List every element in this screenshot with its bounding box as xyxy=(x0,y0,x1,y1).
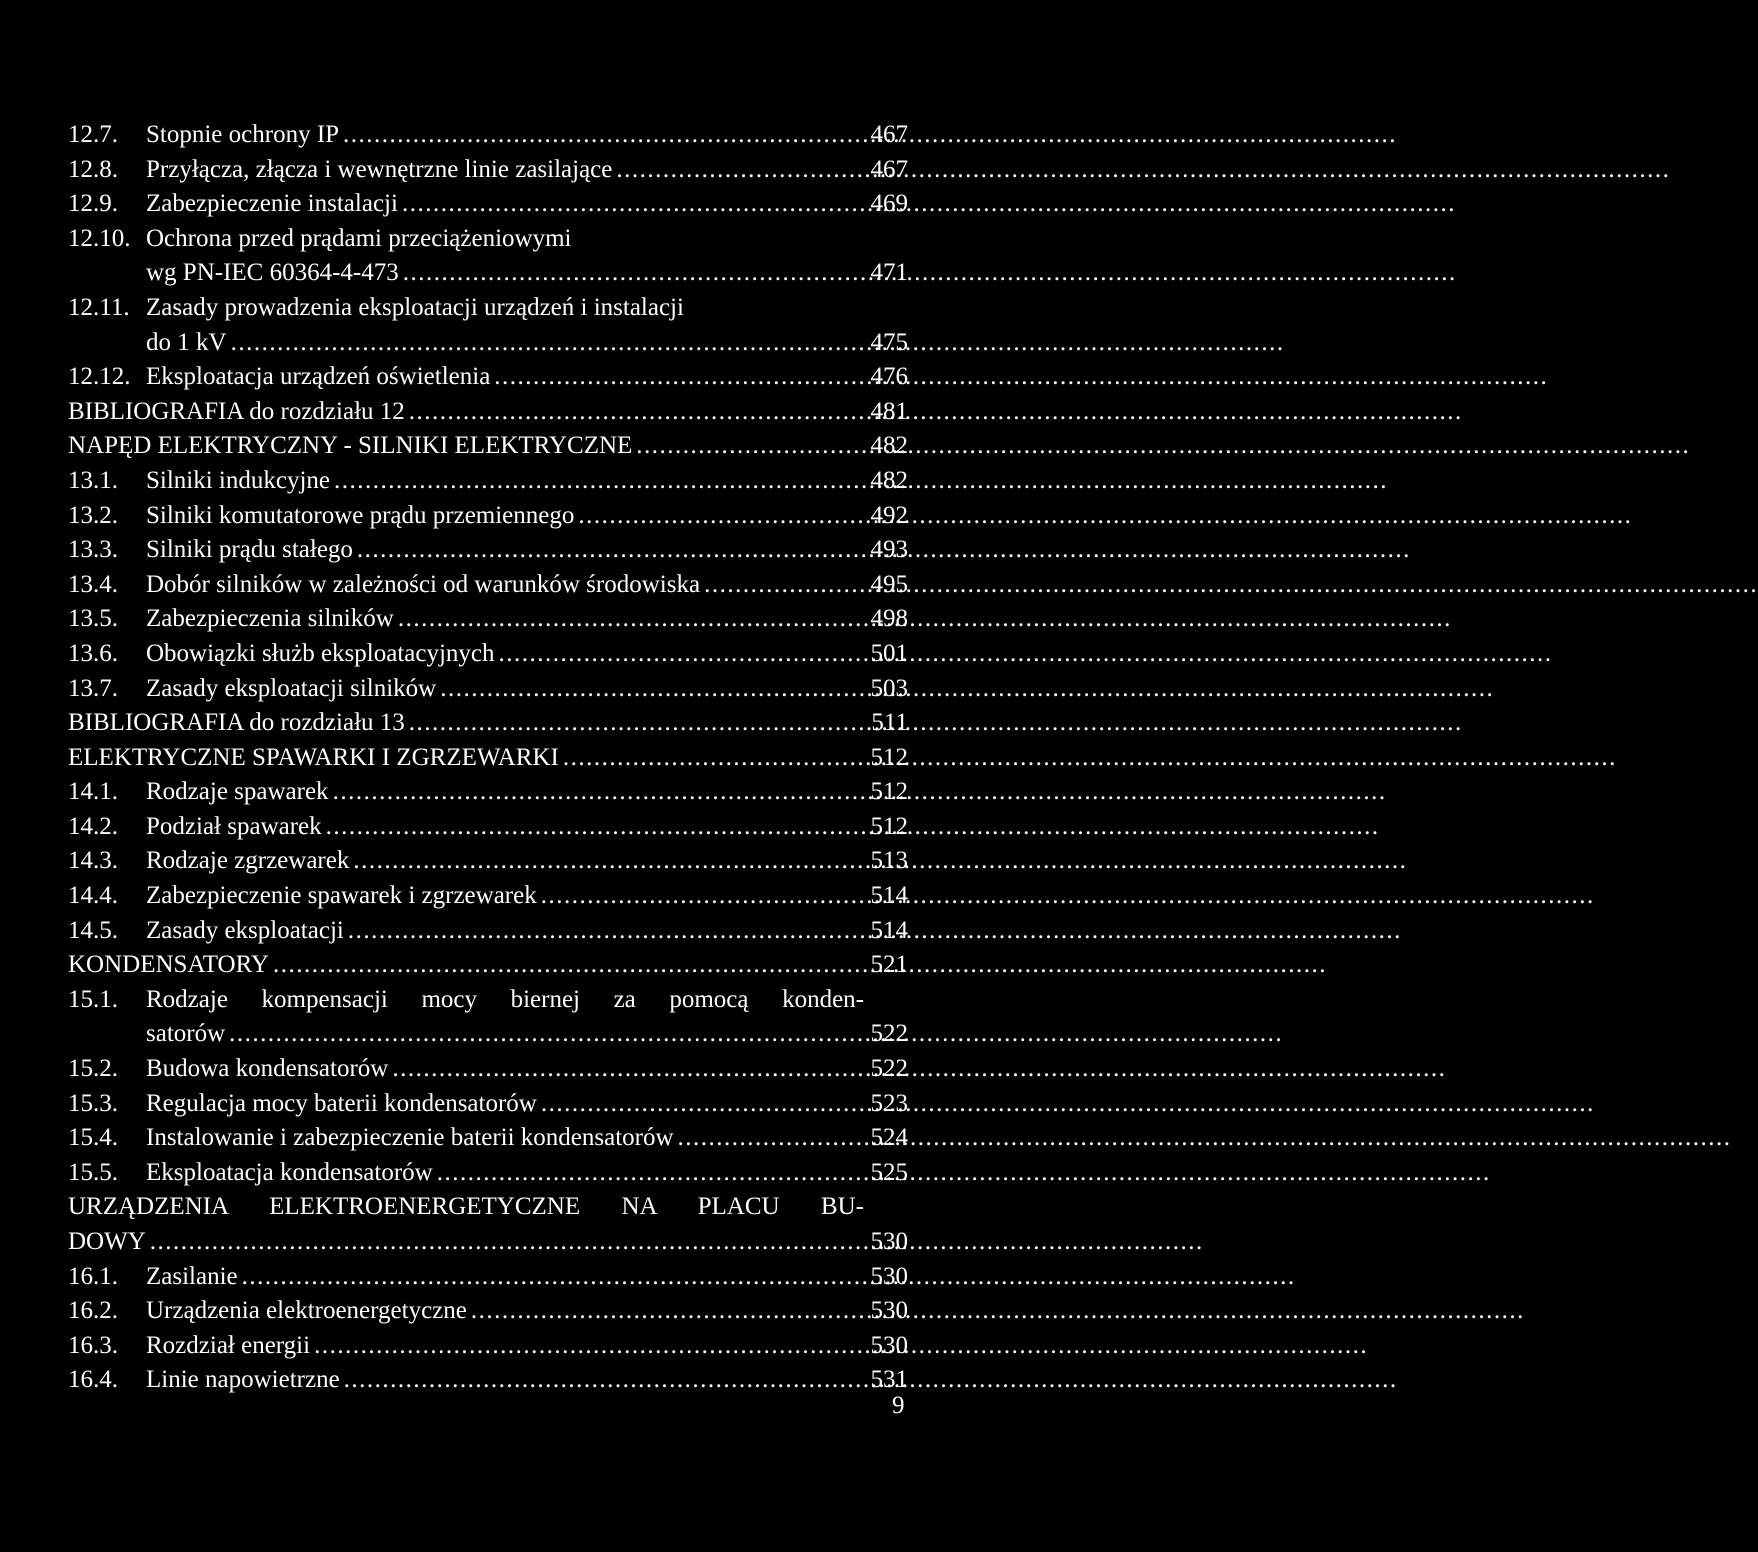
toc-entry-page: 524 xyxy=(870,1124,908,1152)
toc-chapter-entry xyxy=(68,948,908,983)
toc-entry xyxy=(68,533,908,568)
toc-entry-title: Zasady prowadzenia eksploatacji urządzeń i instalacji xyxy=(146,293,684,321)
toc-entry-number: 14.3. xyxy=(68,847,118,875)
dot-leader xyxy=(616,153,858,188)
toc-entry-page: 513 xyxy=(870,847,908,875)
toc-chapter-entry xyxy=(68,741,908,776)
toc-entry-number: 13.2. xyxy=(68,501,118,529)
toc-entry-title: Podział spawarek xyxy=(146,812,322,840)
toc-entry-title: satorów xyxy=(146,1020,226,1048)
toc-entry-title: Silniki prądu stałego xyxy=(146,536,353,564)
toc-entry-page: 514 xyxy=(870,916,908,944)
toc-entry-title: Zabezpieczenia silników xyxy=(146,605,394,633)
toc-entry-page: 469 xyxy=(870,190,908,218)
toc-entry-title: Rodzaje zgrzewarek xyxy=(146,847,350,875)
dot-leader xyxy=(344,1363,858,1398)
toc-entry-title: Eksploatacja urządzeń oświetlenia xyxy=(146,363,491,391)
toc-entry-title: Stopnie ochrony IP xyxy=(146,121,340,148)
toc-entry-title: Instalowanie i zabezpieczenie baterii kondensatorów xyxy=(146,1124,674,1152)
dot-leader xyxy=(541,879,858,914)
toc-entry-number: 13.4. xyxy=(68,570,118,598)
toc-chapter-entry xyxy=(68,706,908,741)
toc-entry-number: 15.1. xyxy=(68,985,118,1013)
toc-entry-page: 531 xyxy=(870,1366,908,1394)
toc-entry xyxy=(68,672,908,707)
toc-entry-title: Zasilanie xyxy=(146,1262,238,1290)
toc-entry xyxy=(68,983,908,1018)
toc-entry-title: Dobór silników w zależności od warunków środowiska xyxy=(146,570,701,598)
dot-leader xyxy=(333,775,858,810)
toc-entry xyxy=(68,602,908,637)
dot-leader xyxy=(678,1121,858,1156)
toc-entry-number: 13.5. xyxy=(68,605,118,633)
toc-entry-page: 495 xyxy=(870,570,908,598)
table-of-contents xyxy=(68,118,908,1398)
dot-leader xyxy=(471,1294,858,1329)
toc-entry-number: 14.4. xyxy=(68,882,118,910)
toc-chapter-continuation xyxy=(68,1225,908,1260)
toc-entry-number: 15.5. xyxy=(68,1158,118,1186)
toc-entry xyxy=(68,1087,908,1122)
dot-leader xyxy=(229,1017,858,1052)
toc-entry xyxy=(68,844,908,879)
toc-entry-number: 13.1. xyxy=(68,466,118,494)
toc-entry-title: Zabezpieczenie instalacji xyxy=(146,190,398,218)
dot-leader xyxy=(704,568,858,603)
toc-entry-page: 523 xyxy=(870,1089,908,1117)
toc-entry xyxy=(68,118,908,153)
toc-entry-title: Silniki indukcyjne xyxy=(146,466,331,494)
toc-entry-number: 16.2. xyxy=(68,1297,118,1325)
toc-chapter-entry xyxy=(68,429,908,464)
dot-leader xyxy=(357,533,858,568)
toc-entry-page: 498 xyxy=(870,605,908,633)
toc-entry-title: KONDENSATORY xyxy=(68,951,269,979)
toc-entry xyxy=(68,222,908,257)
toc-entry-number: 16.3. xyxy=(68,1331,118,1359)
toc-entry-title: Zabezpieczenie spawarek i zgrzewarek xyxy=(146,882,537,910)
toc-entry xyxy=(68,360,908,395)
toc-entry xyxy=(68,1052,908,1087)
toc-entry-page: 476 xyxy=(870,363,908,391)
toc-entry-page: 492 xyxy=(870,501,908,529)
page-number: 9 xyxy=(892,1392,905,1419)
toc-entry xyxy=(68,1260,908,1295)
toc-entry-title: BIBLIOGRAFIA do rozdziału 13 xyxy=(68,709,405,737)
toc-entry xyxy=(68,499,908,534)
toc-entry xyxy=(68,637,908,672)
dot-leader xyxy=(563,741,858,776)
dot-leader xyxy=(242,1260,858,1295)
toc-entry xyxy=(68,879,908,914)
toc-entry-page: 467 xyxy=(870,155,908,183)
toc-entry-page: 501 xyxy=(870,639,908,667)
dot-leader xyxy=(440,672,858,707)
dot-leader xyxy=(499,637,858,672)
toc-entry xyxy=(68,1363,908,1398)
toc-entry-title: Przyłącza, złącza i wewnętrzne linie zasilające xyxy=(146,155,613,183)
dot-leader xyxy=(231,326,858,361)
toc-entry-page: 514 xyxy=(870,882,908,910)
toc-entry xyxy=(68,153,908,188)
toc-entry-page: 530 xyxy=(870,1228,908,1255)
toc-entry xyxy=(68,1329,908,1364)
toc-entry-page: 512 xyxy=(870,743,908,771)
toc-entry-page: 512 xyxy=(870,778,908,806)
toc-entry-number: 13.3. xyxy=(68,536,118,564)
toc-entry-title: ELEKTRYCZNE SPAWARKI I ZGRZEWARKI xyxy=(68,743,559,771)
toc-entry-title: Silniki komutatorowe prądu przemiennego xyxy=(146,501,575,529)
toc-entry xyxy=(68,568,908,603)
dot-leader xyxy=(578,499,858,534)
toc-entry-number: 16.1. xyxy=(68,1262,118,1290)
toc-entry xyxy=(68,187,908,222)
toc-entry-continuation xyxy=(68,256,908,291)
toc-entry-title: Regulacja mocy baterii kondensatorów xyxy=(146,1089,537,1117)
toc-entry-page: 521 xyxy=(870,951,908,979)
toc-entry-page: 525 xyxy=(870,1158,908,1186)
toc-entry-page: 503 xyxy=(870,674,908,702)
dot-leader xyxy=(353,844,858,879)
toc-entry-number: 15.4. xyxy=(68,1124,118,1152)
dot-leader xyxy=(150,1225,858,1260)
dot-leader xyxy=(334,464,858,499)
toc-entry-continuation xyxy=(68,326,908,361)
toc-entry-title: NAPĘD ELEKTRYCZNY - SILNIKI ELEKTRYCZNE xyxy=(68,432,633,460)
toc-entry-page: 530 xyxy=(870,1297,908,1325)
toc-entry-title: Budowa kondensatorów xyxy=(146,1055,389,1083)
toc-entry-number: 14.2. xyxy=(68,812,118,840)
toc-entry-title: Zasady eksploatacji silników xyxy=(146,674,437,702)
dot-leader xyxy=(409,706,858,741)
toc-entry-title: Rodzaje spawarek xyxy=(146,778,329,806)
dot-leader xyxy=(409,395,858,430)
toc-entry xyxy=(68,1294,908,1329)
toc-entry-number: 15.3. xyxy=(68,1089,118,1117)
toc-entry-page: 530 xyxy=(870,1262,908,1290)
toc-entry-number: 12.11. xyxy=(68,293,130,321)
toc-entry-title: Eksploatacja kondensatorów xyxy=(146,1158,433,1186)
dot-leader xyxy=(348,914,858,949)
dot-leader xyxy=(326,810,858,845)
toc-entry xyxy=(68,1121,908,1156)
toc-entry-number: 13.7. xyxy=(68,674,118,702)
toc-entry-title: Rozdział energii xyxy=(146,1331,311,1359)
toc-entry-title: Linie napowietrzne xyxy=(146,1366,340,1394)
toc-entry-page: 511 xyxy=(871,709,908,737)
toc-entry-number: 12.9. xyxy=(68,190,118,218)
dot-leader xyxy=(541,1087,858,1122)
dot-leader xyxy=(273,948,858,983)
toc-entry-page: 482 xyxy=(870,466,908,494)
toc-entry-number: 12.10. xyxy=(68,224,131,252)
toc-entry-page: 467 xyxy=(870,121,908,148)
dot-leader xyxy=(402,187,858,222)
toc-entry-continuation xyxy=(68,1017,908,1052)
toc-entry-page: 493 xyxy=(870,536,908,564)
toc-entry-title: Ochrona przed prądami przeciążeniowymi xyxy=(146,224,572,252)
dot-leader xyxy=(392,1052,858,1087)
toc-entry-number: 15.2. xyxy=(68,1055,118,1083)
dot-leader xyxy=(398,602,858,637)
toc-entry-page: 512 xyxy=(870,812,908,840)
toc-entry-page: 530 xyxy=(870,1331,908,1359)
dot-leader xyxy=(314,1329,858,1364)
toc-entry-number: 12.12. xyxy=(68,363,131,391)
toc-entry-title: Obowiązki służb eksploatacyjnych xyxy=(146,639,495,667)
toc-entry xyxy=(68,291,908,326)
toc-entry xyxy=(68,1156,908,1191)
dot-leader xyxy=(343,118,858,153)
toc-entry-page: 475 xyxy=(870,328,908,356)
dot-leader xyxy=(494,360,858,395)
toc-entry-number: 13.6. xyxy=(68,639,118,667)
toc-entry-number: 12.8. xyxy=(68,155,118,183)
toc-entry-number: 14.5. xyxy=(68,916,118,944)
toc-entry-title: Zasady eksploatacji xyxy=(146,916,344,944)
dot-leader xyxy=(437,1156,858,1191)
toc-entry-title: do 1 kV xyxy=(146,328,227,356)
toc-entry-number: 14.1. xyxy=(68,778,118,806)
dot-leader xyxy=(636,429,858,464)
toc-entry-page: 522 xyxy=(870,1055,908,1083)
toc-entry-number: 12.7. xyxy=(68,121,118,148)
toc-entry-page: 471 xyxy=(870,259,908,287)
toc-entry xyxy=(68,914,908,949)
toc-entry-title: Rodzaje kompensacji mocy biernej za pomocą konden- xyxy=(146,985,864,1013)
toc-entry-page: 522 xyxy=(870,1020,908,1048)
toc-entry-page: 481 xyxy=(870,397,908,425)
toc-entry-page: 482 xyxy=(870,432,908,460)
dot-leader xyxy=(403,256,858,291)
toc-entry-title: DOWY xyxy=(68,1228,146,1255)
toc-entry-title: URZĄDZENIA ELEKTROENERGETYCZNE NA PLACU BU- xyxy=(68,1193,864,1221)
toc-chapter-entry xyxy=(68,395,908,430)
toc-entry xyxy=(68,810,908,845)
toc-entry xyxy=(68,775,908,810)
toc-entry-number: 16.4. xyxy=(68,1366,118,1394)
toc-entry-title: BIBLIOGRAFIA do rozdziału 12 xyxy=(68,397,405,425)
toc-entry-title: wg PN-IEC 60364-4-473 xyxy=(146,259,399,287)
toc-entry xyxy=(68,464,908,499)
toc-entry-title: Urządzenia elektroenergetyczne xyxy=(146,1297,467,1325)
toc-chapter-entry xyxy=(68,1190,908,1225)
